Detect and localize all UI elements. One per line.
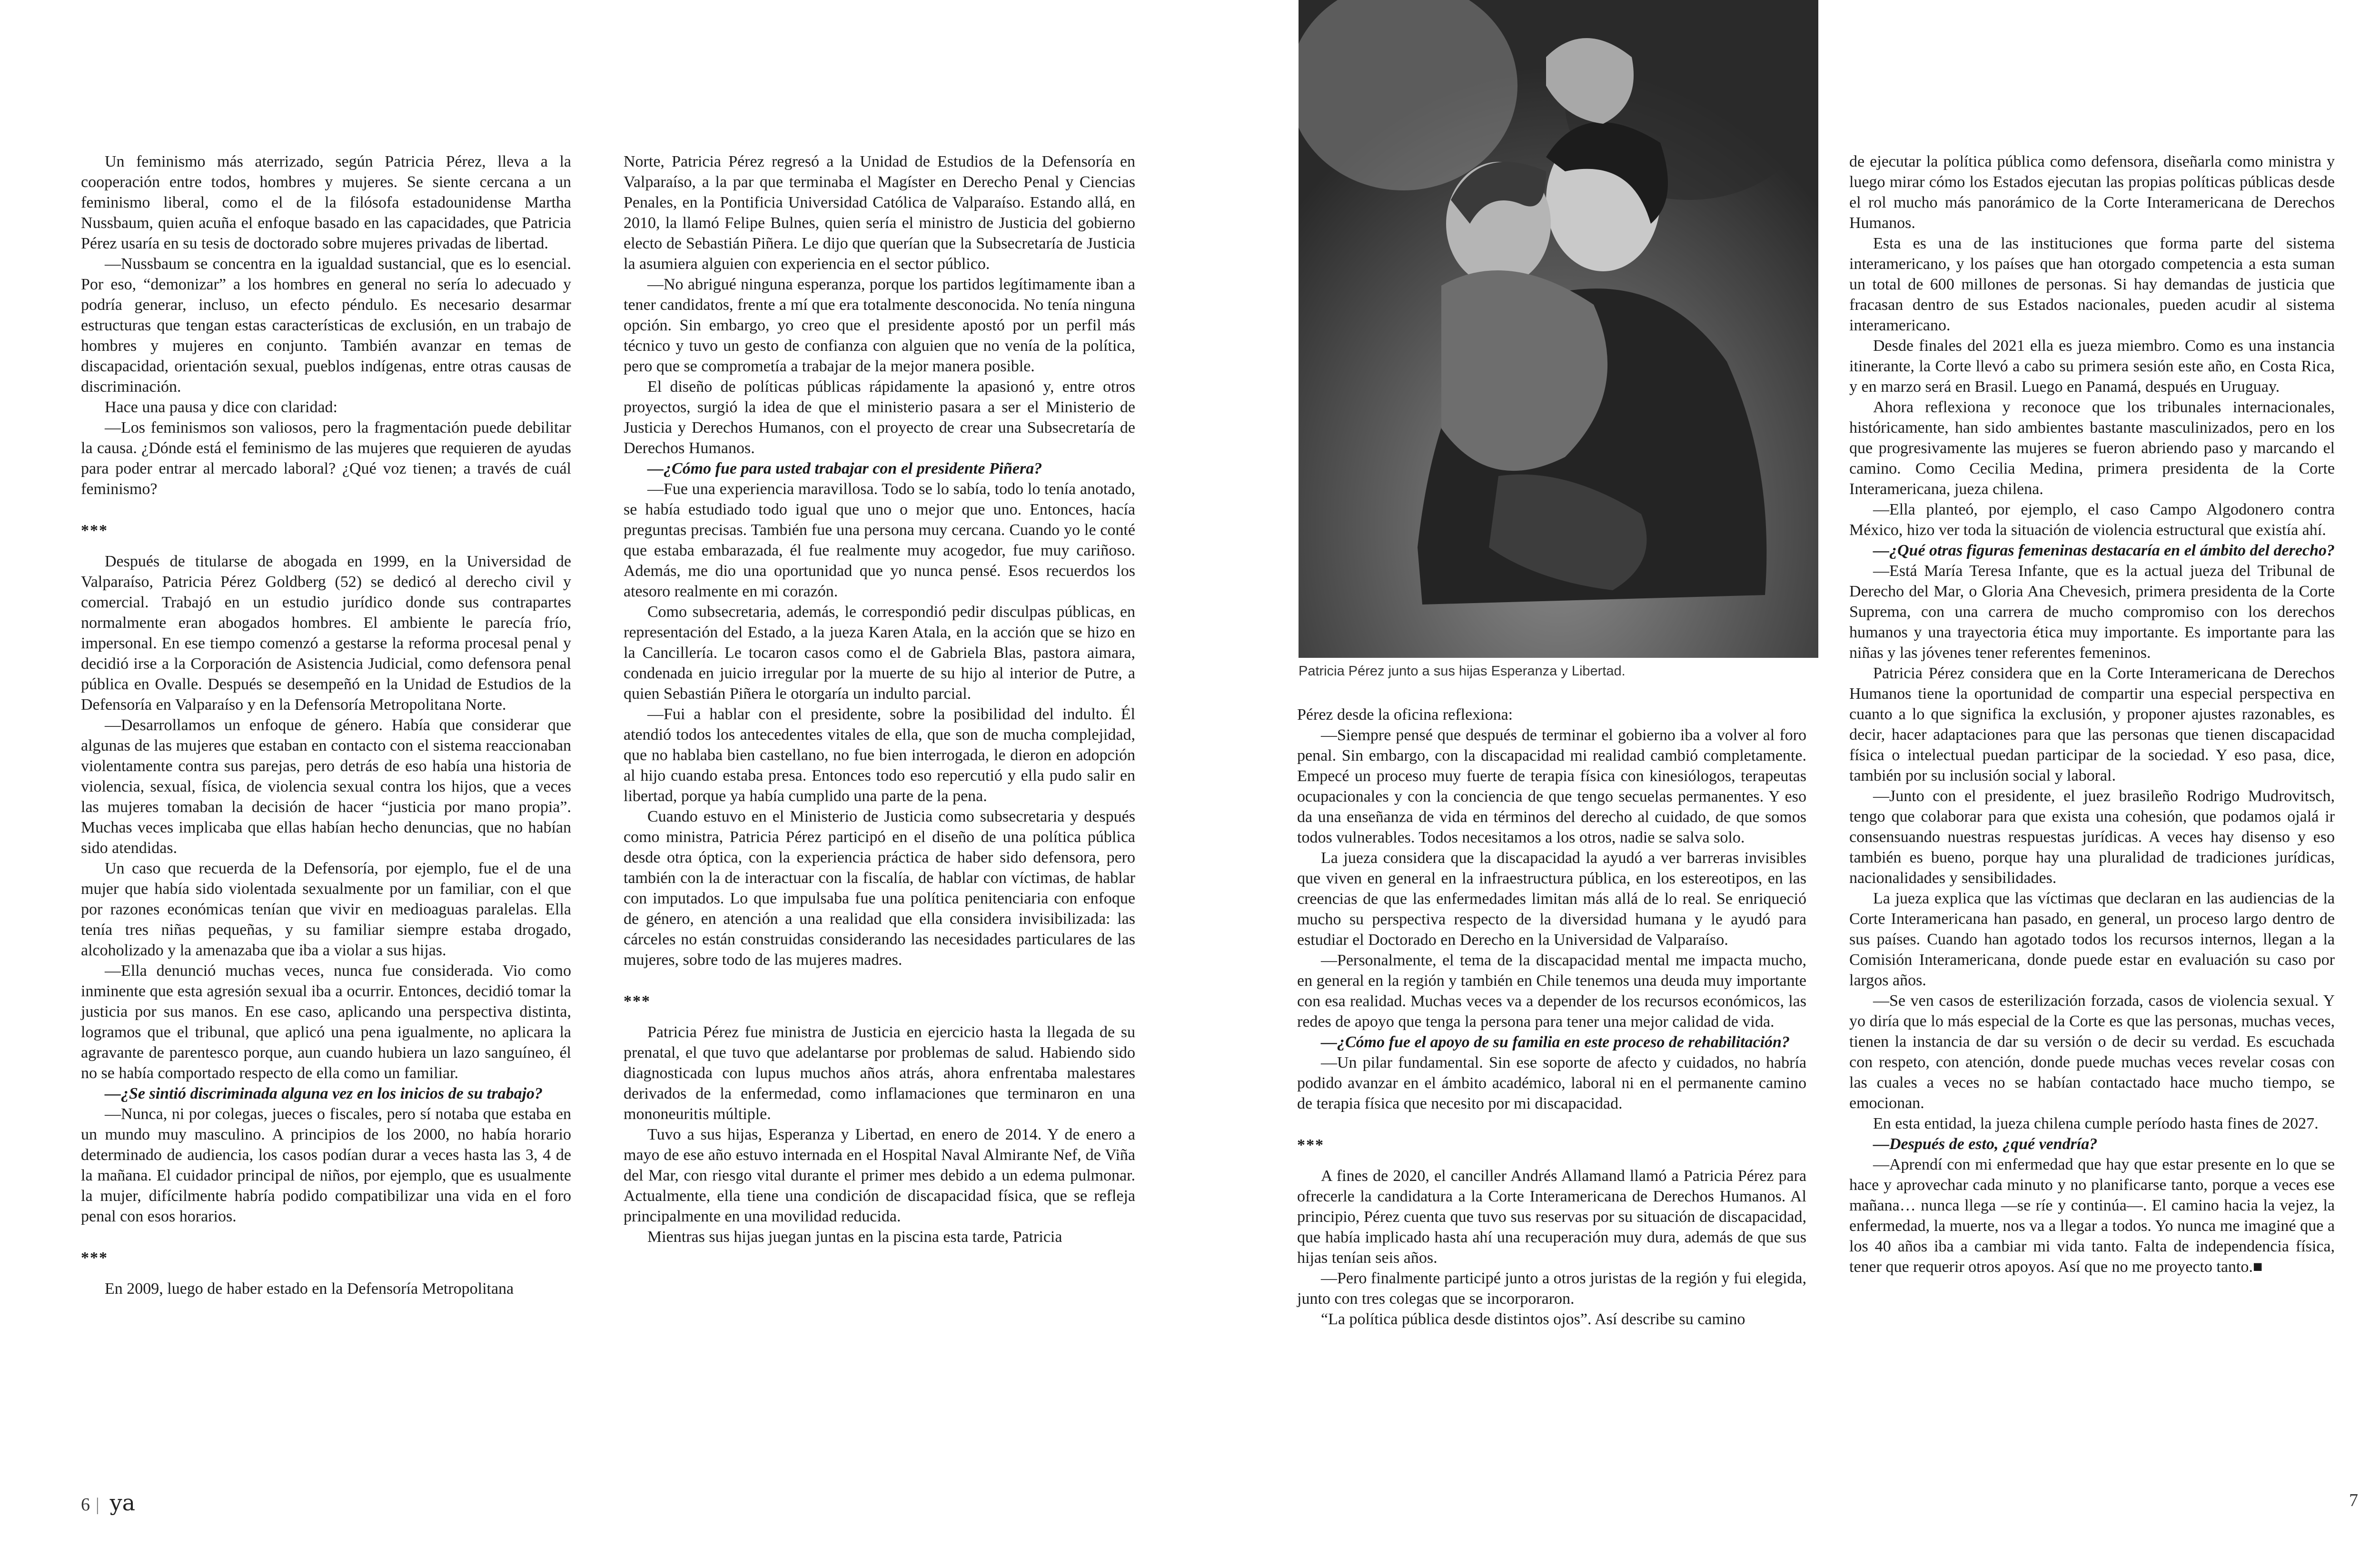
- paragraph: Tuvo a sus hijas, Esperanza y Libertad, en enero de 2014. Y de enero a mayo de ese año estuvo internada en el Hospital Naval Almirante Nef, de Viña del Mar, con riesgo vital durante el primer mes debido a un edema pulmonar. Actualmente, ella tiene una condición de discapacidad física, que se refleja principalmente en una movilidad reducida.: [624, 1126, 1135, 1225]
- interview-question: —¿Cómo fue para usted trabajar con el presidente Piñera?: [647, 460, 1042, 477]
- paragraph: —Siempre pensé que después de terminar el gobierno iba a volver al foro penal. Sin embargo, con la discapacidad mi realidad cambió completamente. Empecé un proceso muy fuerte de terapia física con kinesiólogos, terapeutas ocupacionales y con la conciencia de que tengo secuelas permanentes. Y eso da una enseñanza de vida en términos del derecho al cuidado, de que somos todos vulnerables. Todos necesitamos a los otros, nadie se salva solo.: [1297, 726, 1806, 846]
- paragraph: —Los feminismos son valiosos, pero la fragmentación puede debilitar la causa. ¿Dónde está el feminismo de las mujeres que requieren de ayudas para poder entrar al mercado laboral? ¿Qué voz tienen; a través de cuál feminismo?: [81, 419, 571, 498]
- paragraph: En 2009, luego de haber estado en la Defensoría Metropolitana: [105, 1280, 514, 1298]
- section-separator: ***: [624, 992, 651, 1010]
- text-column-2: [624, 151, 1135, 1247]
- paragraph: Patricia Pérez considera que en la Corte Interamericana de Derechos Humanos tiene la oportunidad de compartir una especial perspectiva en cuanto a lo que significa la exclusión, y proponer ajustes razonables, es decir, hacer adaptaciones para que las personas que tienen discapacidad física o intelectual puedan participar de la sociedad. Y eso pasa, dice, también por su inclusión social y laboral.: [1849, 664, 2335, 784]
- paragraph: —Se ven casos de esterilización forzada, casos de violencia sexual. Y yo diría que lo más especial de la Corte es que las personas, muchas veces, tienen la instancia de dar su versión o de decir su verdad. Es escuchada con respeto, con atención, donde puede muchas veces revelar cosas con las cuales a veces no se habían contactado hace mucho tiempo, se emocionan.: [1849, 992, 2335, 1112]
- page-number-left: 6: [81, 1495, 90, 1515]
- photo-caption: Patricia Pérez junto a sus hijas Esperanza y Libertad.: [1299, 664, 1626, 679]
- paragraph: Hace una pausa y dice con claridad:: [105, 398, 337, 416]
- paragraph: —Está María Teresa Infante, que es la actual jueza del Tribunal de Derecho del Mar, o Gloria Ana Chevesich, primera presidenta de la Corte Suprema, con una carrera de mucho compromiso con los derechos humanos y una trayectoria ética muy importante. Es importante para las niñas y las jóvenes tener referentes femeninos.: [1849, 562, 2335, 662]
- folio-left: [81, 1490, 135, 1516]
- paragraph: Un feminismo más aterrizado, según Patricia Pérez, lleva a la cooperación entre todos, hombres y mujeres. Se siente cercana a un feminismo liberal, como el de la filósofa estadounidense Martha Nussbaum, quien acuña el enfoque basado en las capacidades, que Patricia Pérez usaría en su tesis de doctorado sobre mujeres privadas de libertad.: [81, 153, 571, 252]
- section-separator: ***: [81, 522, 108, 539]
- folio-right: [2349, 1490, 2358, 1511]
- paragraph: —Fue una experiencia maravillosa. Todo se lo sabía, todo lo tenía anotado, se había estudiado todo igual que uno o mejor que uno. Entonces, hacía preguntas precisas. También fue una persona muy cercana. Cuando yo le conté que estaba embarazada, él fue realmente muy acogedor, fue muy cariñoso. Además, me dio una oportunidad que yo nunca pensé. Esos recuerdos los atesoro realmente en mi corazón.: [624, 480, 1135, 600]
- section-separator: ***: [1297, 1136, 1324, 1154]
- paragraph: —Desarrollamos un enfoque de género. Había que considerar que algunas de las mujeres que estaban en contacto con el sistema reaccionaban violentamente contra sus parejas, pero detrás de eso había una historia de violencia, sexual, física, de violencia sexual contra los hijos, que a veces las mujeres tomaban la decisión de hacer “justicia por mano propia”. Muchas veces implicaba que ellas habían hecho denuncias, que no habían sido atendidas.: [81, 716, 571, 857]
- paragraph: El diseño de políticas públicas rápidamente la apasionó y, entre otros proyectos, surgió la idea de que el ministerio pasara a ser el Ministerio de Justicia y Derechos Humanos, con el proyecto de crear una Subsecretaría de Derechos Humanos.: [624, 378, 1135, 457]
- paragraph: —Nunca, ni por colegas, jueces o fiscales, pero sí notaba que estaba en un mundo muy masculino. A principios de los 2000, no había horario determinado de audiencia, los casos podían durar a veces hasta las 3, 4 de la mañana. El cuidador principal de niños, por ejemplo, que es usualmente la mujer, difícilmente habría podido compatibilizar una vida en el foro penal con esos horarios.: [81, 1105, 571, 1225]
- paragraph: Pérez desde la oficina reflexiona:: [1297, 706, 1513, 724]
- paragraph: —Pero finalmente participé junto a otros juristas de la región y fui elegida, junto con tres colegas que se incorporaron.: [1297, 1269, 1806, 1308]
- paragraph: Mientras sus hijas juegan juntas en la piscina esta tarde, Patricia: [647, 1228, 1062, 1246]
- photo-mother-and-daughters: [1299, 0, 1818, 658]
- folio-separator: |: [96, 1495, 99, 1515]
- paragraph: “La política pública desde distintos ojos”. Así describe su camino: [1321, 1310, 1745, 1328]
- paragraph: La jueza considera que la discapacidad la ayudó a ver barreras invisibles que viven en general en la infraestructura pública, en los estereotipos, en las creencias de que las enfermedades limitan más allá de lo real. Se enriqueció mucho su perspectiva respecto de la diversidad humana y le ayudó para estudiar el Doctorado en Derecho en la Universidad de Valparaíso.: [1297, 849, 1806, 949]
- paragraph: —Nussbaum se concentra en la igualdad sustancial, que es lo esencial. Por eso, “demonizar” a los hombres en general no sería lo adecuado y podría generar, incluso, un efecto péndulo. Es necesario desarmar estructuras que tengan estas características de exclusión, en un trabajo de hombres y mujeres en conjunto. También avanzar en temas de discapacidad, orientación sexual, pueblos indígenas, entre otras causas de discriminación.: [81, 255, 571, 396]
- paragraph: —Junto con el presidente, el juez brasileño Rodrigo Mudrovitsch, tengo que colaborar para que exista una cohesión, que podamos ojalá ir consensuando nuestras respuestas jurídicas. A veces hay disenso y eso también es bueno, porque hay una pluralidad de tradiciones jurídicas, nacionalidades y sensibilidades.: [1849, 787, 2335, 887]
- interview-question: —¿Cómo fue el apoyo de su familia en este proceso de rehabilitación?: [1321, 1033, 1790, 1051]
- paragraph: Un caso que recuerda de la Defensoría, por ejemplo, fue el de una mujer que había sido violentada sexualmente por un familiar, con el que por razones económicas tenían que vivir en medioaguas paralelas. Ella tenía tres niñas pequeñas, y su familiar siempre estaba drogado, alcoholizado y la amenazaba que iba a violar a sus hijas.: [81, 860, 571, 959]
- paragraph: En esta entidad, la jueza chilena cumple período hasta fines de 2027.: [1873, 1115, 2319, 1132]
- magazine-logo: ya: [109, 1490, 136, 1516]
- paragraph: —No abrigué ninguna esperanza, porque los partidos legítimamente iban a tener candidatos, frente a mí que era totalmente desconocida. No tenía ninguna opción. Sin embargo, yo creo que el presidente apostó por un perfil más técnico y tuvo un gesto de confianza con alguien que no venía de la política, pero que se comprometía a trabajar de la mejor manera posible.: [624, 276, 1135, 375]
- paragraph: —Un pilar fundamental. Sin ese soporte de afecto y cuidados, no habría podido avanzar en el ámbito académico, laboral ni en el permanente camino de terapia física que necesito por mi discapacidad.: [1297, 1054, 1806, 1112]
- paragraph: —Personalmente, el tema de la discapacidad mental me impacta mucho, en general en la región y también en Chile tenemos una deuda muy importante con esa realidad. Muchas veces va a depender de los recursos económicos, las redes de apoyo que tenga la persona para tener una mejor calidad de vida.: [1297, 952, 1806, 1031]
- paragraph: Patricia Pérez fue ministra de Justicia en ejercicio hasta la llegada de su prenatal, el que tuvo que adelantarse por problemas de salud. Habiendo sido diagnosticada con lupus muchos años atrás, ahora enfrentaba malestares derivados de la enfermedad, como inflamaciones que terminaron en una mononeuritis múltiple.: [624, 1023, 1135, 1123]
- paragraph: A fines de 2020, el canciller Andrés Allamand llamó a Patricia Pérez para ofrecerle la candidatura a la Corte Interamericana de Derechos Humanos. Al principio, Pérez cuenta que tuvo sus reservas por su situación de discapacidad, que había implicado hasta ahí una recuperación muy dura, además de que sus hijas tenían seis años.: [1297, 1167, 1806, 1267]
- paragraph: de ejecutar la política pública como defensora, diseñarla como ministra y luego mirar cómo los Estados ejecutan las propias políticas públicas desde el rol mucho más panorámico de la Corte Interamericana de Derechos Humanos.: [1849, 153, 2335, 232]
- interview-question: —Después de esto, ¿qué vendría?: [1873, 1135, 2098, 1153]
- paragraph: —Aprendí con mi enfermedad que hay que estar presente en lo que se hace y aprovechar cada minuto y no planificarse tanto, porque a veces ese mañana… nunca llega —se ríe y continúa—. El camino hacia la vejez, la enfermedad, la muerte, nos va a llegar a todos. Yo nunca me imaginé que a los 40 años iba a cambiar mi vida tanto. Falta de independencia física, tener que requerir otros apoyos. Así que no me proyecto tanto.■: [1849, 1156, 2335, 1276]
- paragraph: —Ella denunció muchas veces, nunca fue considerada. Vio como inminente que esta agresión sexual iba a ocurrir. Entonces, decidió tomar la justicia por sus manos. En ese caso, aplicando una perspectiva distinta, logramos que el tribunal, que aplicó una pena igualmente, no aplicara la agravante de parentesco porque, aun cuando hubiera un lazo sanguíneo, él no se había comportado respecto de ella como un familiar.: [81, 962, 571, 1082]
- paragraph: Norte, Patricia Pérez regresó a la Unidad de Estudios de la Defensoría en Valparaíso, a la par que terminaba el Magíster en Derecho Penal y Ciencias Penales, en la Pontificia Universidad Católica de Valparaíso. Estando allá, en 2010, la llamó Felipe Bulnes, quien sería el ministro de Justicia del gobierno electo de Sebastián Piñera. Le dijo que querían que la Subsecretaría de Justicia la asumiera alguien con experiencia en el sector público.: [624, 153, 1135, 273]
- paragraph: Desde finales del 2021 ella es jueza miembro. Como es una instancia itinerante, la Corte llevó a cabo su primera sesión este año, en Costa Rica, y en marzo será en Brasil. Luego en Panamá, después en Uruguay.: [1849, 337, 2335, 396]
- section-separator: ***: [81, 1249, 108, 1267]
- page-number-right: 7: [2349, 1490, 2358, 1510]
- paragraph: Después de titularse de abogada en 1999, en la Universidad de Valparaíso, Patricia Pérez Goldberg (52) se dedicó al derecho civil y comercial. Trabajó en un estudio jurídico donde sus contrapartes normalmente eran abogados hombres. El ambiente le parecía frío, impersonal. En ese tiempo comenzó a gestarse la reforma procesal penal y decidió irse a la Corporación de Asistencia Judicial, como defensora penal pública en Ovalle. Después se desempeñó en la Unidad de Estudios de la Defensoría en Valparaíso y en la Defensoría Metropolitana Norte.: [81, 553, 571, 714]
- interview-question: —¿Qué otras figuras femeninas destacaría en el ámbito del derecho?: [1873, 542, 2335, 559]
- text-column-4: [1849, 151, 2335, 1277]
- paragraph: Como subsecretaria, además, le correspondió pedir disculpas públicas, en representación del Estado, a la jueza Karen Atala, en la acción que se hizo en la Cancillería. Le tocaron casos como el de Gabriela Blas, pastora aimara, condenada en juicio irregular por la muerte de su hijo al interior de Putre, a quien Sebastián Piñera le otorgaría un indulto parcial.: [624, 603, 1135, 703]
- photo-illustration: [1299, 0, 1818, 658]
- interview-question: —¿Se sintió discriminada alguna vez en los inicios de su trabajo?: [105, 1085, 543, 1102]
- paragraph: Esta es una de las instituciones que forma parte del sistema interamericano, y los países que han otorgado competencia a esta suman un total de 600 millones de personas. Si hay demandas de justicia que fracasan dentro de sus Estados nacionales, pueden acudir al sistema interamericano.: [1849, 235, 2335, 334]
- text-column-3: [1297, 704, 1806, 1329]
- text-column-1: [81, 151, 571, 1299]
- paragraph: Ahora reflexiona y reconoce que los tribunales internacionales, históricamente, han sido ambientes bastante masculinizados, pero en los que progresivamente las mujeres se fueron abriendo paso y marcando el camino. Como Cecilia Medina, primera presidenta de la Corte Interamericana, jueza chilena.: [1849, 398, 2335, 498]
- paragraph: La jueza explica que las víctimas que declaran en las audiencias de la Corte Interamericana han pasado, en general, un proceso largo dentro de sus países. Cuando han agotado todos los recursos internos, llegan a la Comisión Interamericana, donde puede estar en evaluación su caso por largos años.: [1849, 890, 2335, 989]
- paragraph: Cuando estuvo en el Ministerio de Justicia como subsecretaria y después como ministra, Patricia Pérez participó en el diseño de una política pública desde otra óptica, con la experiencia práctica de haber sido defensora, pero también con la de interactuar con la fiscalía, de hablar con víctimas, de hablar con imputados. Lo que impulsaba fue una política penitenciaria con enfoque de género, en atención a una realidad que ella considera invisibilizada: las cárceles no están construidas considerando las necesidades particulares de las mujeres, sobre todo de las mujeres madres.: [624, 808, 1135, 969]
- paragraph: —Ella planteó, por ejemplo, el caso Campo Algodonero contra México, hizo ver toda la situación de violencia estructural que existía ahí.: [1849, 501, 2335, 539]
- paragraph: —Fui a hablar con el presidente, sobre la posibilidad del indulto. Él atendió todos los antecedentes vitales de ella, que son de mucha complejidad, que no hablaba bien castellano, no fue bien interrogada, le dieron en adopción al hijo cuando estaba presa. Entonces todo eso repercutió y ella pudo salir en libertad, porque ya había cumplido una parte de la pena.: [624, 705, 1135, 805]
